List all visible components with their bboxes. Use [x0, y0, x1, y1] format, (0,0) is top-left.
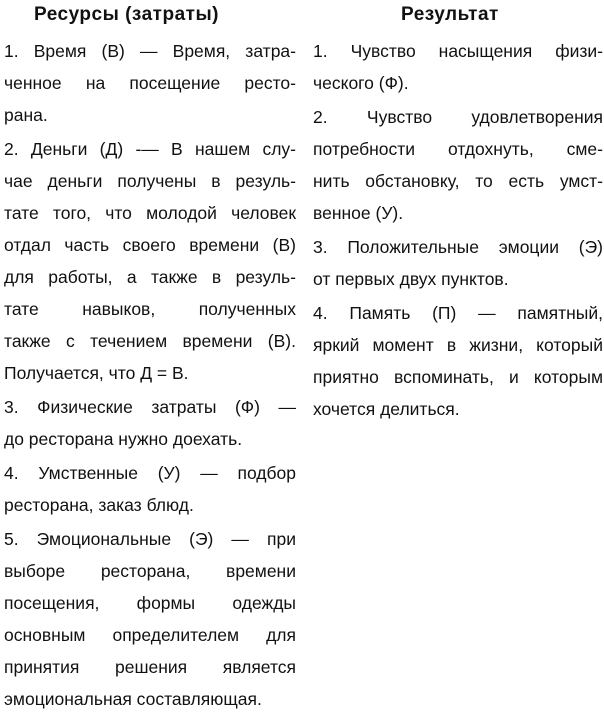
resources-list [4, 35, 296, 715]
paragraph-line: 4. Умственные (У) — подбор [4, 463, 296, 483]
paragraph-line: тате навыков, полученных [4, 299, 296, 319]
paragraph-line: принятия решения является [4, 657, 296, 677]
paragraph-line: чае деньги получены в резуль- [4, 171, 296, 191]
paragraph-line: венное (У). [313, 203, 404, 223]
resource-item [4, 133, 296, 389]
paragraph-line: ченное на посещение ресто- [4, 73, 296, 93]
paragraph-line: основным определителем для [4, 625, 296, 645]
resource-item [4, 457, 296, 521]
paragraph-line: яркий момент в жизни, который [313, 335, 603, 355]
paragraph-line: 2. Чувство удовлетворения [313, 107, 603, 127]
paragraph-line: ресторана, заказ блюд. [4, 495, 194, 515]
paragraph-line: рана. [4, 105, 48, 125]
result-heading: Результат [401, 4, 499, 25]
paragraph-line: 1. Чувство насыщения физи- [313, 41, 603, 61]
paragraph-line: 5. Эмоциональные (Э) — при [4, 529, 296, 549]
paragraph-line: до ресторана нужно доехать. [4, 429, 243, 449]
resource-item [4, 35, 296, 131]
paragraph-line: Получается, что Д = В. [4, 363, 189, 383]
result-item [313, 297, 603, 425]
paragraph-line: нить обстановку, то есть умст- [313, 171, 603, 191]
paragraph-line: ческого (Ф). [313, 73, 409, 93]
paragraph-line: тате того, что молодой человек [4, 203, 296, 223]
result-column [313, 0, 603, 427]
result-item [313, 231, 603, 295]
paragraph-line: хочется делиться. [313, 399, 460, 419]
paragraph-line: 3. Положительные эмоции (Э) [313, 237, 603, 257]
paragraph-line: потребности отдохнуть, сме- [313, 139, 603, 159]
resource-item [4, 391, 296, 455]
paragraph-line: 2. Деньги (Д) -— В нашем слу- [4, 139, 296, 159]
paragraph-line: выборе ресторана, времени [4, 561, 296, 581]
paragraph-line: 3. Физические затраты (Ф) — [4, 397, 296, 417]
resource-item [4, 523, 296, 715]
paragraph-line: для работы, а также в резуль- [4, 267, 296, 287]
paragraph-line: от первых двух пунктов. [313, 269, 509, 289]
paragraph-line: эмоциональная составляющая. [4, 689, 262, 709]
paragraph-line: приятно вспоминать, и которым [313, 367, 603, 387]
result-item [313, 35, 603, 99]
paragraph-line: также с течением времени (В). [4, 331, 296, 351]
paragraph-line: отдал часть своего времени (В) [4, 235, 296, 255]
paragraph-line: посещения, формы одежды [4, 593, 296, 613]
resources-heading: Ресурсы (затраты) [34, 4, 220, 25]
paragraph-line: 4. Память (П) — памятный, [313, 303, 603, 323]
result-list [313, 35, 603, 425]
paragraph-line: 1. Время (В) — Время, затра- [4, 41, 296, 61]
result-item [313, 101, 603, 229]
resources-column [4, 0, 296, 717]
